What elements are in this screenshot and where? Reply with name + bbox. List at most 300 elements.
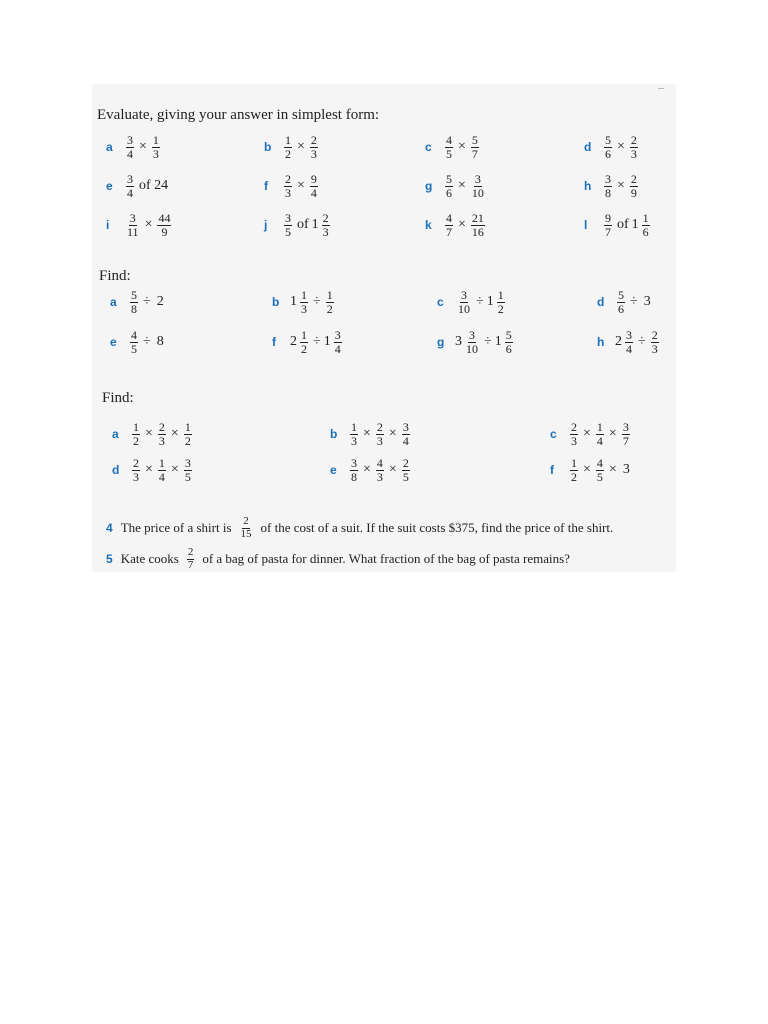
times-operator: ×: [297, 139, 305, 154]
fraction-denominator: 6: [605, 146, 611, 161]
fraction: [157, 212, 171, 238]
fraction-numerator: 2: [376, 419, 383, 434]
fraction-denominator: 3: [152, 146, 159, 161]
fraction-numerator: 1: [301, 327, 307, 342]
divide-operator: ÷: [143, 334, 151, 349]
fraction-numerator: 5: [605, 132, 611, 147]
fraction-numerator: 1: [158, 455, 165, 470]
fraction: [604, 173, 612, 199]
times-operator: ×: [617, 178, 625, 193]
fraction-denominator: 3: [651, 341, 658, 356]
fraction: [184, 421, 192, 447]
section3-item-e: [330, 452, 412, 488]
fraction-denominator: 5: [184, 469, 191, 484]
fraction: [126, 173, 134, 199]
math-expression: [290, 329, 344, 355]
fraction-denominator: 7: [471, 146, 478, 161]
item-label: b: [264, 140, 272, 154]
item-label: d: [597, 295, 605, 309]
math-expression: [602, 173, 640, 199]
whole-number: 1: [631, 217, 639, 232]
whole-number: 1: [290, 294, 297, 309]
fraction: [402, 457, 410, 483]
fraction-numerator: 4: [446, 132, 452, 147]
fraction: [651, 329, 659, 355]
fraction: [130, 329, 138, 355]
expression-text: of: [617, 217, 629, 232]
fraction-numerator: 3: [622, 419, 629, 434]
fraction: [471, 173, 485, 199]
problem-fraction: [187, 547, 195, 571]
math-expression: [568, 457, 633, 483]
section1-item-c: [425, 129, 481, 165]
times-operator: ×: [388, 426, 397, 441]
fraction-denominator: 5: [446, 146, 452, 161]
fraction: [642, 212, 650, 238]
fraction-denominator: 2: [571, 469, 577, 484]
fraction: [132, 421, 140, 447]
fraction: [322, 212, 330, 238]
fraction: [310, 173, 318, 199]
section1-heading: Evaluate, giving your answer in simplest form:: [97, 107, 380, 123]
fraction: [350, 457, 358, 483]
math-expression: [615, 329, 661, 355]
fraction: [284, 212, 292, 238]
item-label: e: [330, 463, 337, 477]
item-label: f: [264, 179, 268, 193]
fraction-denominator: 4: [127, 185, 133, 200]
fraction-denominator: 2: [497, 301, 504, 316]
math-expression: [602, 134, 640, 160]
expression-text: 2: [156, 294, 164, 309]
divide-operator: ÷: [313, 334, 321, 349]
fraction-numerator: 2: [322, 210, 329, 225]
fraction-numerator: 5: [505, 327, 512, 342]
fraction: [126, 134, 134, 160]
section1-item-f: [264, 168, 320, 204]
section2-item-g: [437, 324, 515, 360]
math-expression: [128, 289, 167, 315]
times-operator: ×: [583, 426, 591, 441]
section2-item-d: [597, 284, 654, 320]
fraction-numerator: 2: [310, 132, 317, 147]
fraction-denominator: 3: [285, 185, 291, 200]
fraction: [326, 289, 334, 315]
item-label: g: [437, 335, 445, 349]
fraction: [471, 212, 485, 238]
fraction-numerator: 3: [469, 327, 475, 342]
fraction-denominator: 7: [605, 224, 611, 239]
whole-number: 1: [311, 217, 319, 232]
section2-item-f: [272, 324, 344, 360]
fraction-numerator: 2: [158, 419, 165, 434]
fraction-denominator: 11: [127, 224, 139, 239]
fraction-denominator: 10: [466, 341, 478, 356]
whole-number: 1: [323, 334, 331, 349]
fraction-numerator: 4: [596, 455, 603, 470]
problem-text-after: of the cost of a suit. If the suit costs $375, find the price of the shirt.: [260, 520, 614, 536]
item-label: j: [264, 218, 268, 232]
divide-operator: ÷: [476, 294, 484, 309]
math-expression: [124, 212, 173, 238]
fraction-denominator: 8: [605, 185, 611, 200]
times-operator: ×: [139, 139, 147, 154]
fraction-numerator: 3: [402, 419, 409, 434]
divide-operator: ÷: [638, 334, 646, 349]
fraction-numerator: 5: [446, 171, 452, 186]
divide-operator: ÷: [143, 294, 151, 309]
fraction-denominator: 6: [618, 301, 624, 316]
times-operator: ×: [583, 462, 591, 477]
fraction-denominator: 8: [351, 469, 357, 484]
item-label: f: [550, 463, 554, 477]
whole-number: 2: [615, 334, 622, 349]
item-label: c: [437, 295, 444, 309]
whole-number: 1: [486, 294, 494, 309]
fraction: [402, 421, 410, 447]
fraction: [158, 421, 166, 447]
fraction-numerator: 2: [133, 455, 139, 470]
fraction: [132, 457, 140, 483]
expression-text: 3: [622, 462, 630, 477]
section1-item-i: [106, 207, 173, 243]
times-operator: ×: [145, 426, 153, 441]
fraction: [505, 329, 513, 355]
fraction-denominator: 4: [158, 469, 165, 484]
fraction-numerator: 1: [133, 419, 139, 434]
fraction-numerator: 2: [285, 171, 291, 186]
fraction: [617, 289, 625, 315]
fraction-numerator: 1: [301, 287, 307, 302]
fraction: [625, 329, 633, 355]
fraction: [497, 289, 505, 315]
item-label: d: [112, 463, 120, 477]
whole-number: 2: [290, 334, 297, 349]
section1-item-e: [106, 168, 171, 204]
item-label: l: [584, 218, 588, 232]
fraction: [376, 421, 384, 447]
fraction-denominator: 7: [622, 433, 629, 448]
fraction-denominator: 4: [402, 433, 409, 448]
item-label: b: [330, 427, 338, 441]
section3-heading: Find:: [102, 390, 134, 406]
math-expression: [282, 212, 332, 238]
fraction-numerator: 1: [285, 132, 291, 147]
fraction-numerator: 3: [351, 455, 357, 470]
divide-operator: ÷: [630, 294, 638, 309]
whole-number: 1: [494, 334, 502, 349]
fraction-denominator: 6: [642, 224, 649, 239]
section1-item-b: [264, 129, 320, 165]
fraction-numerator: 4: [446, 210, 452, 225]
fraction-denominator: 3: [158, 433, 165, 448]
math-expression: [124, 173, 171, 199]
math-expression: [455, 289, 507, 315]
fraction-numerator: 1: [351, 419, 357, 434]
fraction-denominator: 2: [285, 146, 291, 161]
expression-text: of 24: [139, 178, 169, 193]
section1-item-j: [264, 207, 332, 243]
item-label: k: [425, 218, 432, 232]
fraction-denominator: 5: [285, 224, 291, 239]
fraction-denominator: 5: [596, 469, 603, 484]
fraction: [158, 457, 166, 483]
fraction: [376, 457, 384, 483]
times-operator: ×: [608, 462, 617, 477]
fraction-numerator: 3: [626, 327, 632, 342]
times-operator: ×: [363, 462, 371, 477]
fraction: [596, 421, 604, 447]
fraction-numerator: 2: [630, 171, 637, 186]
fraction-denominator: 3: [310, 146, 317, 161]
fraction-denominator: 5: [402, 469, 409, 484]
fraction-denominator: 5: [131, 341, 137, 356]
fraction-denominator: 6: [446, 185, 452, 200]
item-label: a: [106, 140, 113, 154]
fraction: [284, 173, 292, 199]
fraction: [622, 421, 630, 447]
problem-text-before: The price of a shirt is: [120, 520, 232, 536]
scan-speck: [658, 88, 664, 89]
section1-item-g: [425, 168, 487, 204]
divide-operator: ÷: [313, 294, 321, 309]
math-expression: [128, 329, 167, 355]
section2-item-a: [110, 284, 167, 320]
fraction: [445, 134, 453, 160]
fraction-denominator: 2: [301, 341, 307, 356]
fraction-numerator: 1: [326, 287, 333, 302]
fraction: [130, 289, 138, 315]
math-expression: [443, 173, 487, 199]
whole-number: 3: [455, 334, 462, 349]
fraction-numerator: 2: [243, 515, 249, 527]
fraction-denominator: 6: [505, 341, 512, 356]
item-label: c: [425, 140, 432, 154]
fraction: [630, 173, 638, 199]
item-label: h: [597, 335, 605, 349]
fraction-numerator: 9: [605, 210, 611, 225]
fraction-numerator: 3: [605, 171, 611, 186]
section2-heading: Find:: [99, 268, 131, 284]
fraction-denominator: 8: [131, 301, 137, 316]
problem-fraction: [240, 516, 253, 540]
fraction-numerator: 1: [571, 455, 577, 470]
fraction: [445, 173, 453, 199]
math-expression: [282, 134, 320, 160]
fraction: [465, 329, 479, 355]
fraction-numerator: 2: [571, 419, 577, 434]
section2-item-e: [110, 324, 167, 360]
section3-item-c: [550, 416, 632, 452]
fraction: [471, 134, 479, 160]
fraction: [570, 421, 578, 447]
fraction-numerator: 3: [334, 327, 341, 342]
fraction: [284, 134, 292, 160]
item-label: f: [272, 335, 276, 349]
fraction-numerator: 2: [630, 132, 637, 147]
math-expression: [455, 329, 515, 355]
item-label: e: [106, 179, 113, 193]
item-label: h: [584, 179, 592, 193]
fraction-denominator: 15: [240, 527, 252, 540]
fraction-numerator: 44: [158, 210, 171, 225]
item-label: a: [110, 295, 117, 309]
problem-text-after: of a bag of pasta for dinner. What fraction of the bag of pasta remains?: [202, 551, 570, 567]
word-problem-5: [106, 547, 570, 571]
item-label: g: [425, 179, 433, 193]
fraction-denominator: 10: [471, 185, 484, 200]
math-expression: [130, 457, 194, 483]
times-operator: ×: [458, 217, 466, 232]
fraction-denominator: 3: [322, 224, 329, 239]
fraction-denominator: 3: [376, 433, 383, 448]
divide-operator: ÷: [484, 334, 492, 349]
fraction: [300, 289, 308, 315]
fraction: [310, 134, 318, 160]
fraction: [300, 329, 308, 355]
fraction-denominator: 7: [446, 224, 452, 239]
math-expression: [282, 173, 320, 199]
fraction-numerator: 3: [129, 210, 136, 225]
fraction-numerator: 1: [184, 419, 191, 434]
fraction: [126, 212, 140, 238]
fraction-numerator: 1: [596, 419, 603, 434]
section3-item-d: [112, 452, 194, 488]
item-label: i: [106, 218, 110, 232]
math-expression: [443, 134, 481, 160]
fraction-denominator: 4: [626, 341, 632, 356]
item-label: e: [110, 335, 117, 349]
fraction-denominator: 3: [376, 469, 383, 484]
fraction-numerator: 3: [127, 132, 133, 147]
fraction-numerator: 5: [618, 287, 624, 302]
fraction-denominator: 3: [301, 301, 307, 316]
fraction-denominator: 9: [161, 224, 168, 239]
fraction-denominator: 3: [351, 433, 357, 448]
fraction: [350, 421, 358, 447]
problem-number: 4: [106, 521, 113, 536]
expression-text: of: [297, 217, 309, 232]
fraction-numerator: 9: [310, 171, 317, 186]
math-expression: [124, 134, 162, 160]
fraction: [604, 134, 612, 160]
section1-item-k: [425, 207, 487, 243]
fraction: [184, 457, 192, 483]
math-expression: [348, 457, 412, 483]
item-label: b: [272, 295, 280, 309]
item-label: a: [112, 427, 119, 441]
fraction-numerator: 1: [642, 210, 649, 225]
fraction-numerator: 2: [651, 327, 658, 342]
times-operator: ×: [608, 426, 617, 441]
fraction-denominator: 4: [596, 433, 603, 448]
fraction-denominator: 3: [571, 433, 577, 448]
fraction: [445, 212, 453, 238]
section2-item-b: [272, 284, 336, 320]
fraction-numerator: 2: [187, 546, 194, 558]
fraction-numerator: 3: [184, 455, 191, 470]
fraction-denominator: 4: [334, 341, 341, 356]
times-operator: ×: [617, 139, 625, 154]
math-expression: [615, 289, 654, 315]
fraction-denominator: 2: [326, 301, 333, 316]
fraction: [604, 212, 612, 238]
times-operator: ×: [170, 426, 179, 441]
fraction-denominator: 7: [187, 558, 194, 571]
fraction-denominator: 4: [310, 185, 317, 200]
fraction-numerator: 1: [152, 132, 159, 147]
math-expression: [568, 421, 632, 447]
fraction-denominator: 4: [127, 146, 133, 161]
section3-item-f: [550, 452, 633, 488]
fraction-numerator: 1: [497, 287, 504, 302]
times-operator: ×: [145, 462, 153, 477]
fraction-denominator: 3: [133, 469, 139, 484]
fraction: [334, 329, 342, 355]
section1-item-d: [584, 129, 640, 165]
times-operator: ×: [458, 178, 466, 193]
section3-item-b: [330, 416, 412, 452]
word-problem-4: [106, 516, 613, 540]
fraction-numerator: 2: [402, 455, 409, 470]
fraction-denominator: 3: [630, 146, 637, 161]
times-operator: ×: [297, 178, 305, 193]
fraction: [152, 134, 160, 160]
fraction: [570, 457, 578, 483]
fraction-denominator: 16: [471, 224, 484, 239]
math-expression: [602, 212, 652, 238]
section2-item-h: [597, 324, 661, 360]
times-operator: ×: [144, 217, 153, 232]
fraction: [630, 134, 638, 160]
fraction: [457, 289, 471, 315]
math-expression: [290, 289, 336, 315]
section1-item-a: [106, 129, 162, 165]
math-expression: [130, 421, 194, 447]
fraction-numerator: 3: [127, 171, 133, 186]
fraction-numerator: 3: [474, 171, 481, 186]
fraction-denominator: 2: [133, 433, 139, 448]
fraction-numerator: 4: [131, 327, 137, 342]
item-label: c: [550, 427, 557, 441]
math-expression: [443, 212, 487, 238]
section1-item-l: [584, 207, 652, 243]
fraction-numerator: 5: [471, 132, 478, 147]
fraction-numerator: 21: [471, 210, 484, 225]
times-operator: ×: [170, 462, 179, 477]
fraction-denominator: 2: [184, 433, 191, 448]
expression-text: 8: [156, 334, 164, 349]
times-operator: ×: [388, 462, 397, 477]
section2-item-c: [437, 284, 507, 320]
expression-text: 3: [643, 294, 651, 309]
fraction-numerator: 3: [285, 210, 291, 225]
times-operator: ×: [458, 139, 466, 154]
section3-item-a: [112, 416, 194, 452]
math-expression: [348, 421, 412, 447]
fraction: [596, 457, 604, 483]
item-label: d: [584, 140, 592, 154]
times-operator: ×: [363, 426, 371, 441]
fraction-numerator: 4: [376, 455, 383, 470]
problem-number: 5: [106, 552, 113, 567]
fraction-numerator: 5: [131, 287, 137, 302]
fraction-denominator: 10: [458, 301, 470, 316]
section1-item-h: [584, 168, 640, 204]
problem-text-before: Kate cooks: [120, 551, 179, 567]
fraction-numerator: 3: [461, 287, 467, 302]
fraction-denominator: 9: [630, 185, 637, 200]
